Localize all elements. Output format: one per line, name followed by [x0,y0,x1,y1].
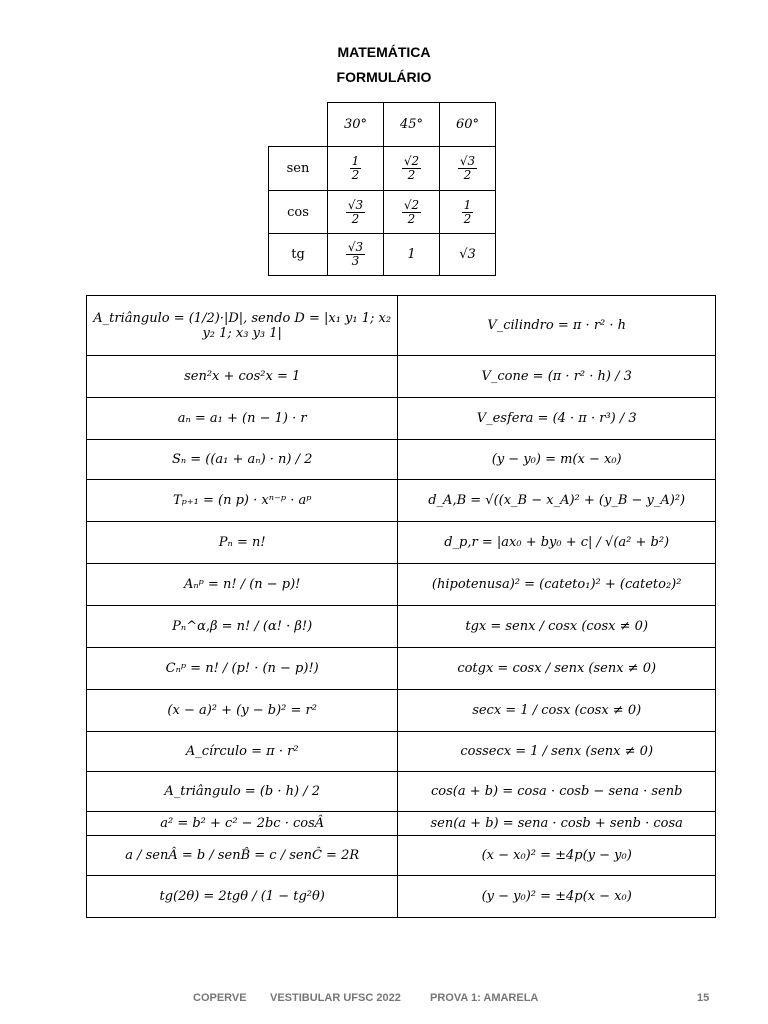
formula-row [87,606,716,648]
formula-left: (x − a)² + (y − b)² = r² [87,690,398,732]
formula-row [87,772,716,812]
formula-right: cotgx = cosx / senx (senx ≠ 0) [398,648,716,690]
trig-value: $\frac{√3}{2}$ [347,197,364,226]
trig-header-30: 30° [328,103,384,147]
formula-left: Cₙᵖ = n! / (p! · (n − p)!) [87,648,398,690]
formula-left: A_triângulo = (b · h) / 2 [87,772,398,812]
formula-right: d_A,B = √((x_B − x_A)² + (y_B − y_A)²) [398,480,716,522]
formula-row [87,836,716,876]
formula-row [87,812,716,836]
trig-header-45: 45° [384,103,440,147]
formula-row [87,522,716,564]
formula-left: A_triângulo = (1/2)·|D|, sendo D = |x₁ y₁ 1; x₂ y₂ 1; x₃ y₃ 1| [87,296,398,356]
formula-left: a / senÂ = b / senB̂ = c / senĈ = 2R [87,836,398,876]
formula-right: (hipotenusa)² = (cateto₁)² + (cateto₂)² [398,564,716,606]
formula-left: a² = b² + c² − 2bc · cosÂ [87,812,398,836]
formula-row [87,480,716,522]
trig-row-sen: sen [269,147,328,191]
formula-right: (y − y₀)² = ±4p(x − x₀) [398,876,716,918]
trig-value: $\frac{1}{2}$ [351,154,360,182]
formula-left: Aₙᵖ = n! / (n − p)! [87,564,398,606]
formula-row [87,296,716,356]
formula-table [86,295,716,918]
formula-right: V_esfera = (4 · π · r³) / 3 [398,398,716,440]
trig-value: 1 [384,234,440,276]
trig-table-corner [269,103,328,147]
formula-left: Pₙ = n! [87,522,398,564]
formula-left: aₙ = a₁ + (n − 1) · r [87,398,398,440]
page-subtitle: FORMULÁRIO [336,69,432,85]
footer-exam: VESTIBULAR UFSC 2022 [270,992,401,1004]
formula-right: (y − y₀) = m(x − x₀) [398,440,716,480]
trig-header-60: 60° [440,103,496,147]
formula-right: cossecx = 1 / senx (senx ≠ 0) [398,732,716,772]
page-number: 15 [697,992,710,1004]
formula-right: V_cilindro = π · r² · h [398,296,716,356]
formula-left: A_círculo = π · r² [87,732,398,772]
formula-left: sen²x + cos²x = 1 [87,356,398,398]
formula-row [87,564,716,606]
footer-org: COPERVE [193,992,247,1004]
trig-value: $\frac{√3}{2}$ [459,154,476,182]
formula-row [87,648,716,690]
formula-row [87,356,716,398]
formula-right: cos(a + b) = cosa · cosb − sena · senb [398,772,716,812]
formula-row [87,732,716,772]
formula-left: tg(2θ) = 2tgθ / (1 − tg²θ) [87,876,398,918]
trig-value: $\frac{√2}{2}$ [403,197,420,226]
trig-row-cos: cos [269,191,328,234]
trig-value: $\frac{1}{2}$ [463,197,472,226]
trig-row-tg: tg [269,234,328,276]
formula-right: (x − x₀)² = ±4p(y − y₀) [398,836,716,876]
formula-row [87,440,716,480]
formula-right: tgx = senx / cosx (cosx ≠ 0) [398,606,716,648]
formula-left: Pₙ^α,β = n! / (α! · β!) [87,606,398,648]
formula-right: sen(a + b) = sena · cosb + senb · cosa [398,812,716,836]
formula-right: V_cone = (π · r² · h) / 3 [398,356,716,398]
formula-row [87,690,716,732]
formula-left: Sₙ = ((a₁ + aₙ) · n) / 2 [87,440,398,480]
formula-right: d_p,r = |ax₀ + by₀ + c| / √(a² + b²) [398,522,716,564]
formula-right: secx = 1 / cosx (cosx ≠ 0) [398,690,716,732]
formula-left: Tₚ₊₁ = (n p) · xⁿ⁻ᵖ · aᵖ [87,480,398,522]
trig-value: $\frac{√2}{2}$ [403,154,420,182]
page-title: MATEMÁTICA [337,44,431,60]
formula-row [87,876,716,918]
trig-value: $\frac{√3}{3}$ [347,240,364,268]
trig-values-table [268,102,496,276]
trig-value: √3 [440,234,496,276]
formula-row [87,398,716,440]
footer-prova: PROVA 1: AMARELA [430,992,539,1004]
